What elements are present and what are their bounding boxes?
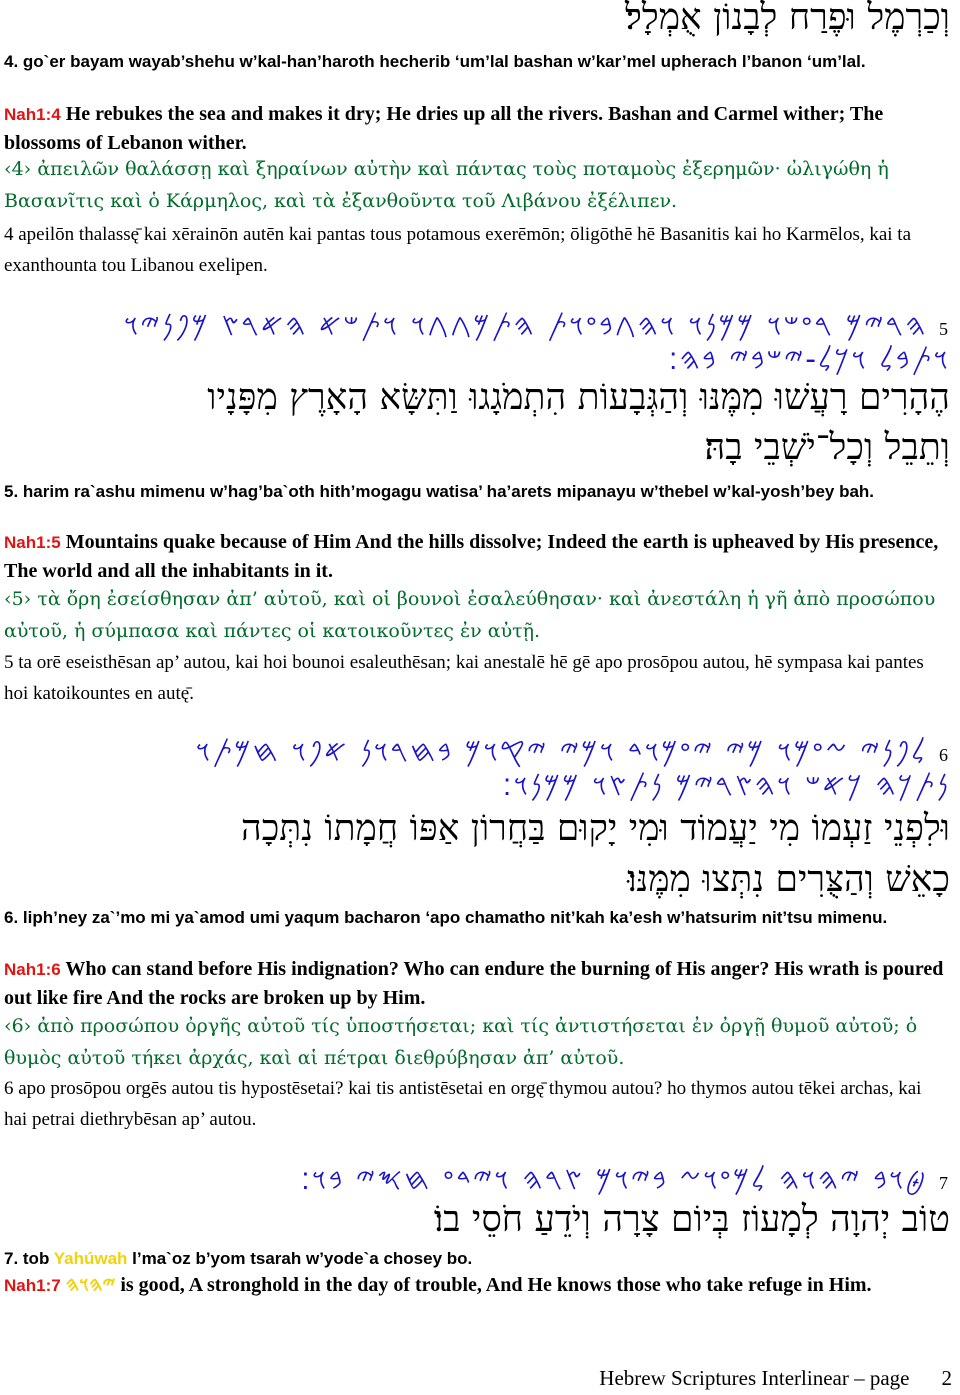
paleo-text: 𐤋𐤐𐤍𐤉 𐤆𐤏𐤌𐤅 𐤌𐤉 𐤉𐤏𐤌𐤅𐤃 𐤅𐤌𐤉 𐤉𐤒𐤅𐤌 𐤁𐤇𐤓𐤅𐤍 𐤀𐤐𐤅 𐤇𐤌𐤕𐤅 [195,734,928,769]
greek-transliteration: 5 ta orē eseisthēsan ap’ autou, kai hoi bounoi esaleuthēsan; kai anestalē hē gē apo prosōpou autou, hē sympasa kai pantes hoi katoikountes en autę̄. [4,652,924,704]
greek-transliteration: 4 apeilōn thalassę̄ kai xērainōn autēn kai pantas tous potamous exerēmōn; ōligōthē hē Basanitis kai ho Karmēlos, kai ta exanthounta tou Libanou exelipen. [4,224,912,276]
verse-reference: Nah1:6 [4,960,61,979]
hebrew-line: וְתֵבֵל וְכָל־יֹשְׁבֵי בָהּ׃ [704,427,950,468]
greek-verse: ἀπὸ προσώπου ὀργῆς αὐτοῦ τίς ὑποστήσεται; καὶ τίς ἀντιστήσεται ἐν ὀργῇ θυμοῦ αὐτοῦ; ὁ θυμὸς αὐτοῦ τήκει ἀρχάς, καὶ αἱ πέτραι διεθρύβησαν ἀπ’ αὐτοῦ. [4,1015,918,1069]
english-translation [4,528,944,585]
paleo-hebrew-line: 𐤅𐤕𐤁𐤋 𐤅𐤊𐤋-𐤉𐤔𐤁𐤉 𐤁𐤄׃ [668,342,950,377]
verse-reference: Nah1:5 [4,533,61,552]
greek-text [4,1010,944,1074]
hebrew-line: וּלִפְנֵי זַעְמוֹ מִי יַעֲמוֹד וּמִי יָקוּם בַּחֲרוֹן אַפּוֹ חֲמָתוֹ נִתְּכָה [240,808,950,849]
english-text: is good, A stronghold in the day of trouble, And He knows those who take refuge in Him. [115,1274,872,1296]
verse-number: 5 [939,319,950,339]
verse-number: 6 [939,745,950,765]
transliteration: 4. go`er bayam wayab’shehu w’kal-han’haroth hecherib ‘um’lal bashan w’kar’mel upherach l’banon ‘um’lal. [4,52,866,71]
transliteration: 6. liph’ney za`’mo mi ya`amod umi yaqum bacharon ‘apo chamatho nit’kah ka’esh w’hatsurim nit’tsu mimenu. [4,908,888,927]
hebrew-line: כָאֵשׁ וְהַצֻּרִים נִתְּצוּ מִמֶּנּוּ׃ [627,859,950,900]
greek-text [4,153,944,217]
paleo-text: 𐤄𐤓𐤉𐤌 𐤓𐤏𐤔𐤅 𐤌𐤌𐤍𐤅 𐤅𐤄𐤂𐤁𐤏𐤅𐤕 𐤄𐤕𐤌𐤂𐤂𐤅 𐤅𐤕𐤔𐤀 𐤄𐤀𐤓𐤑 𐤌𐤐𐤍𐤉𐤅 [123,308,928,343]
translit-end: l’ma`oz b’yom tsarah w’yode`a chosey bo. [127,1249,473,1268]
page-number: 2 [941,1366,952,1390]
transliteration: 5. harim ra`ashu mimenu w’hag’ba`oth hith’mogagu watisa’ ha’arets mipanayu w’thebel w’kal-yosh’bey bah. [4,482,875,501]
english-text: Mountains quake because of Him And the hills dissolve; Indeed the earth is upheaved by His presence, The world and all the inhabitants in it. [4,531,939,582]
hebrew-line: וְכַרְמֶל וּפֶרַח לְבָנוֹן אֻמְלָל׃ [625,0,950,38]
english-text: Who can stand before His indignation? Who can endure the burning of His anger? His wrath is poured out like fire And the rocks are broken up by Him. [4,958,944,1009]
divine-name-paleo: 𐤉𐤄𐤅𐤄 [65,1272,116,1296]
paleo-hebrew-line: 𐤍𐤕𐤊𐤄 𐤊𐤀𐤔 𐤅𐤄𐤑𐤓𐤉𐤌 𐤍𐤕𐤑𐤅 𐤌𐤌𐤍𐤅׃ [502,768,950,803]
english-text: He rebukes the sea and makes it dry; He dries up all the rivers. Bashan and Carmel wither; The blossoms of Lebanon wither. [4,103,884,154]
english-translation [4,955,944,1012]
verse-reference: Nah1:7 [4,1276,61,1295]
paleo-text: 𐤈𐤅𐤁 𐤉𐤄𐤅𐤄 𐤋𐤌𐤏𐤅𐤆 𐤁𐤉𐤅𐤌 𐤑𐤓𐤄 𐤅𐤉𐤃𐤏 𐤇𐤎𐤉 𐤁𐤅׃ [300,1162,928,1197]
greek-verse-number: ‹5› [4,588,32,610]
greek-verse: ἀπειλῶν θαλάσσῃ καὶ ξηραίνων αὐτὴν καὶ πάντας τοὺς ποταμοὺς ἐξερημῶν· ὠλιγώθη ἡ Βασανῖτις καὶ ὁ Κάρμηλος, καὶ τὰ ἐξανθοῦντα τοῦ Λιβάνου ἐξέλιπεν. [4,158,889,212]
greek-verse-number: ‹6› [4,1015,32,1037]
divine-name: Yahúwah [53,1249,128,1268]
page-footer [599,1366,952,1391]
transliteration [4,1246,950,1271]
verse-number: 7 [939,1173,950,1193]
greek-text [4,583,944,647]
english-translation [4,100,944,157]
hebrew-line: הֶהָרִים רָעֲשׁוּ מִמֶּנּוּ וְהַגְּבָעוֹת הִתְמֹגָגוּ וַתִּשָּׂא הָאָרֶץ מִפָּנָיו [207,377,950,418]
translit-start: 7. tob [4,1249,54,1268]
greek-transliteration: 6 apo prosōpou orgēs autou tis hypostēsetai? kai tis antistēsetai en orgę̄ thymou autou? ho thymos autou tēkei archas, kai hai petrai diethrybēsan ap’ autou. [4,1078,922,1130]
footer-title: Hebrew Scriptures Interlinear – page [599,1366,910,1390]
english-translation [4,1270,944,1300]
greek-verse: τὰ ὄρη ἐσείσθησαν ἀπ’ αὐτοῦ, καὶ οἱ βουνοὶ ἐσαλεύθησαν· καὶ ἀνεστάλη ἡ γῆ ἀπὸ προσώπου αὐτοῦ, ἡ σύμπασα καὶ πάντες οἱ κατοικοῦντες ἐν αὐτῇ. [4,588,936,642]
hebrew-line: טוֹב יְהוָה לְמָעוֹז בְּיוֹם צָרָה וְיֹדֵעַ חֹסֵי בוֹ׃ [433,1199,950,1240]
greek-verse-number: ‹4› [4,158,32,180]
verse-reference: Nah1:4 [4,105,61,124]
